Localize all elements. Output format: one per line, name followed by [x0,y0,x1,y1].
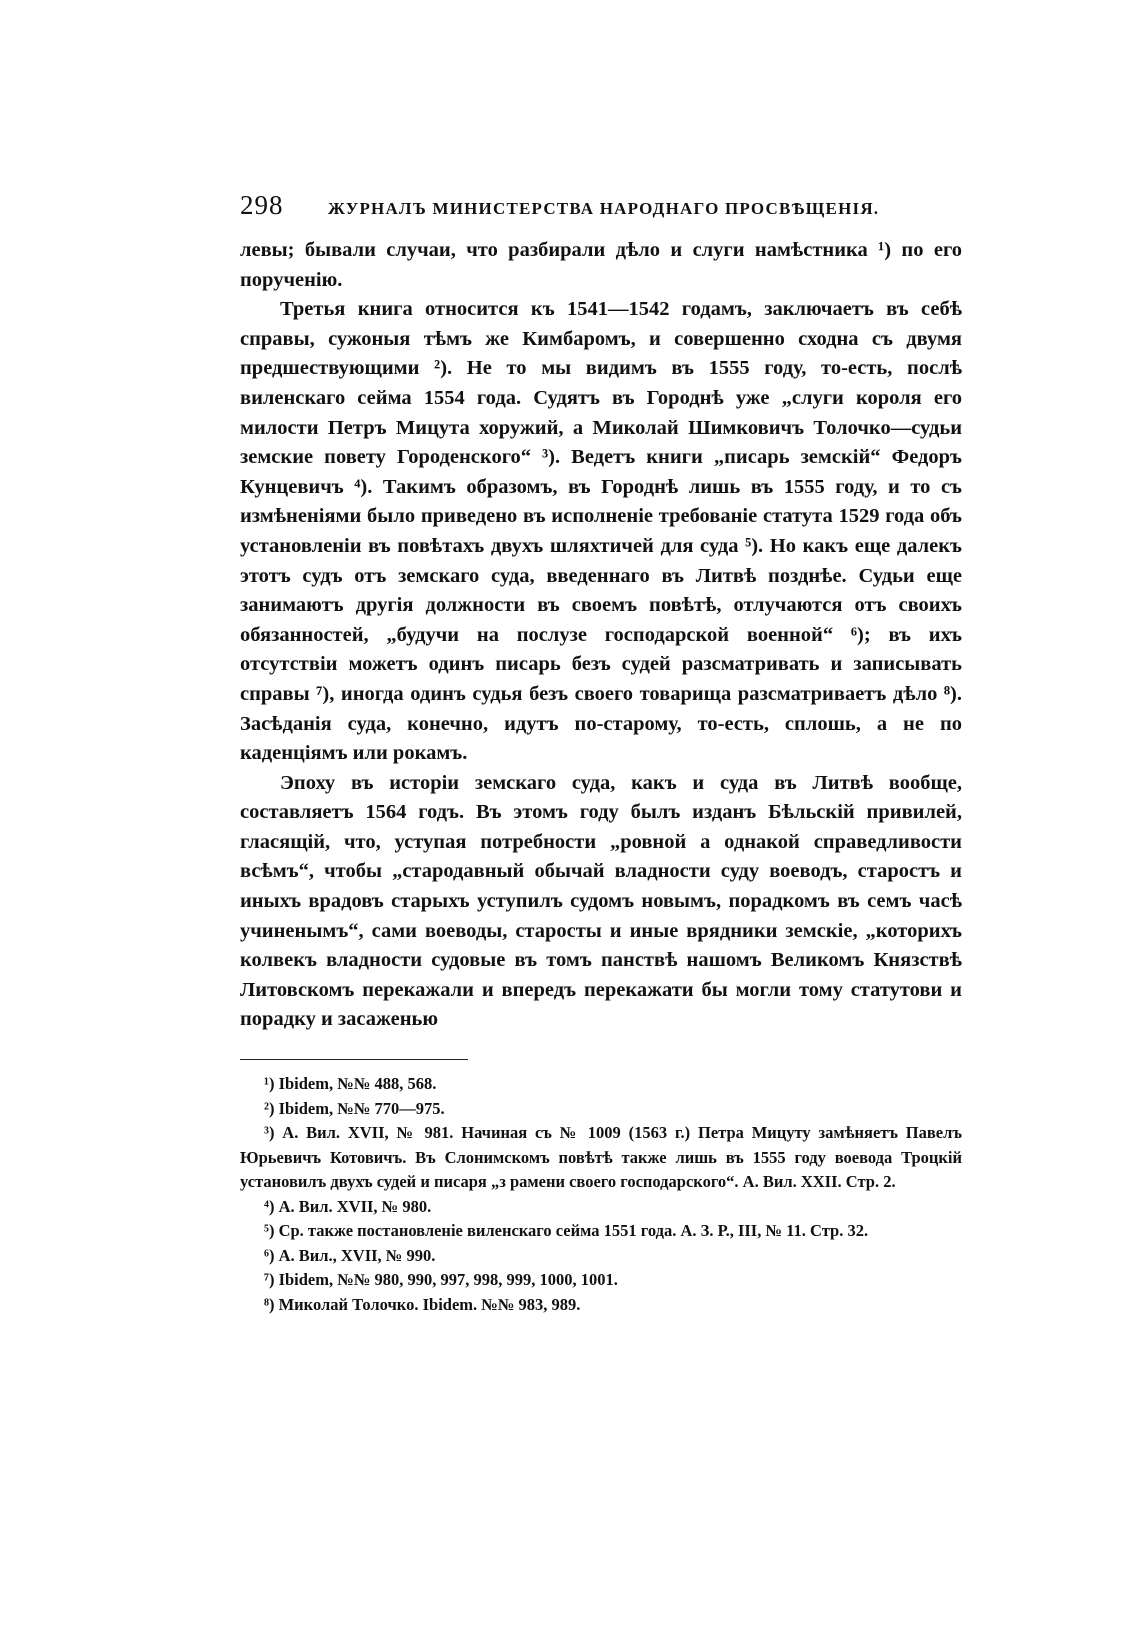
footnote [240,1219,962,1244]
footnote-mark: ²) [264,1098,275,1118]
footnote-mark: ⁴) [264,1196,275,1216]
footnote-mark: ⁸) [264,1294,275,1314]
footnote [240,1195,962,1220]
footnote-text: А. Вил., XVII, № 990. [278,1245,436,1265]
footnote-mark: ⁷) [264,1270,275,1290]
footnote-mark: ⁶) [264,1245,275,1265]
footnote-text: Ср. также постановленіе виленскаго сейма 1551 года. А. З. Р., III, № 11. Стр. 32. [278,1221,869,1241]
footnote [240,1293,962,1318]
footnote-divider [240,1059,468,1060]
main-text [240,236,962,1035]
book-page [240,190,962,1317]
footnote-text: А. Вил. XVII, № 981. Начиная съ № 1009 (1563 г.) Петра Мицуту замѣняетъ Павелъ Юрьевичъ Котовичъ. Въ Слонимскомъ повѣтѣ также лишь въ 1555 году воевода Троцкій установилъ двухъ судей и писаря „з рамени своего господарского“. А. Вил. XXII. Стр. 2. [240,1123,963,1192]
footnote [240,1097,962,1122]
page-header [240,190,962,230]
running-title: ЖУРНАЛЪ МИНИСТЕРСТВА НАРОДНАГО ПРОСВѢЩЕНІЯ. [328,199,880,218]
footnotes [240,1072,962,1317]
footnote [240,1244,962,1269]
footnote-text: Ibidem, №№ 770—975. [278,1098,445,1118]
footnote [240,1121,962,1195]
footnote-mark: ¹) [264,1074,275,1094]
footnote-text: Ibidem, №№ 488, 568. [278,1074,437,1094]
footnote-text: Миколай Толочко. Ibidem. №№ 983, 989. [278,1294,581,1314]
page-number: 298 [240,190,284,220]
footnote-text: Ibidem, №№ 980, 990, 997, 998, 999, 1000, 1001. [278,1270,618,1290]
footnote-mark: ⁵) [264,1221,275,1241]
footnote-mark: ³) [264,1123,275,1143]
footnote-text: А. Вил. XVII, № 980. [278,1196,432,1216]
footnote [240,1072,962,1097]
footnote [240,1268,962,1293]
paragraph-continued: левы; бывали случаи, что разбирали дѣло и слуги намѣстника ¹) по его порученію. [240,239,962,291]
paragraph: Эпоху въ исторіи земскаго суда, какъ и суда въ Литвѣ вообще, составляетъ 1564 годъ. Въ этомъ году былъ изданъ Бѣльскій привилей, гласящій, что, уступая потребности „ровной а однакой справедливости всѣмъ“, чтобы „стародавный обычай владности суду воеводъ, старостъ и иныхъ врадовъ старыхъ уступилъ судомъ новымъ, порадкомъ въ семъ часѣ учиненымъ“, сами воеводы, старосты и иные врядники земскіе, „которихъ колвекъ владности судовые въ томъ панствѣ нашомъ Великомъ Князствѣ Литовскомъ перекажали и впередъ перекажати бы могли тому статутови и порадку и засаженью [240,771,962,1031]
paragraph: Третья книга относится къ 1541—1542 годамъ, заключаетъ въ себѣ справы, сужоныя тѣмъ же Кимбаромъ, и совершенно сходна съ двумя предшествующими ²). Не то мы видимъ въ 1555 году, то-есть, послѣ виленскаго сейма 1554 года. Судятъ въ Городнѣ уже „слуги короля его милости Петръ Мицута хоружий, а Миколай Шимковичъ Толочко—судьи земские повету Городенского“ ³). Ведетъ книги „писарь земскій“ Федоръ Кунцевичъ ⁴). Такимъ образомъ, въ Городнѣ лишь въ 1555 году, и то съ измѣненіями было приведено въ исполненіе требованіе статута 1529 года объ установленіи въ повѣтахъ двухъ шляхтичей для суда ⁵). Но какъ еще далекъ этотъ судъ отъ земскаго суда, введеннаго въ Литвѣ позднѣе. Судьи еще занимаютъ другія должности въ своемъ повѣтѣ, отлучаются отъ своихъ обязанностей, „будучи на послузе господарской военной“ ⁶); въ ихъ отсутствіи можетъ одинъ писарь безъ судей разсматривать и записывать справы ⁷), иногда одинъ судья безъ своего товарища разсматриваетъ дѣло ⁸). Засѣданія суда, конечно, идутъ по-старому, то-есть, сплошь, а не по каденціямъ или рокамъ. [240,298,962,765]
